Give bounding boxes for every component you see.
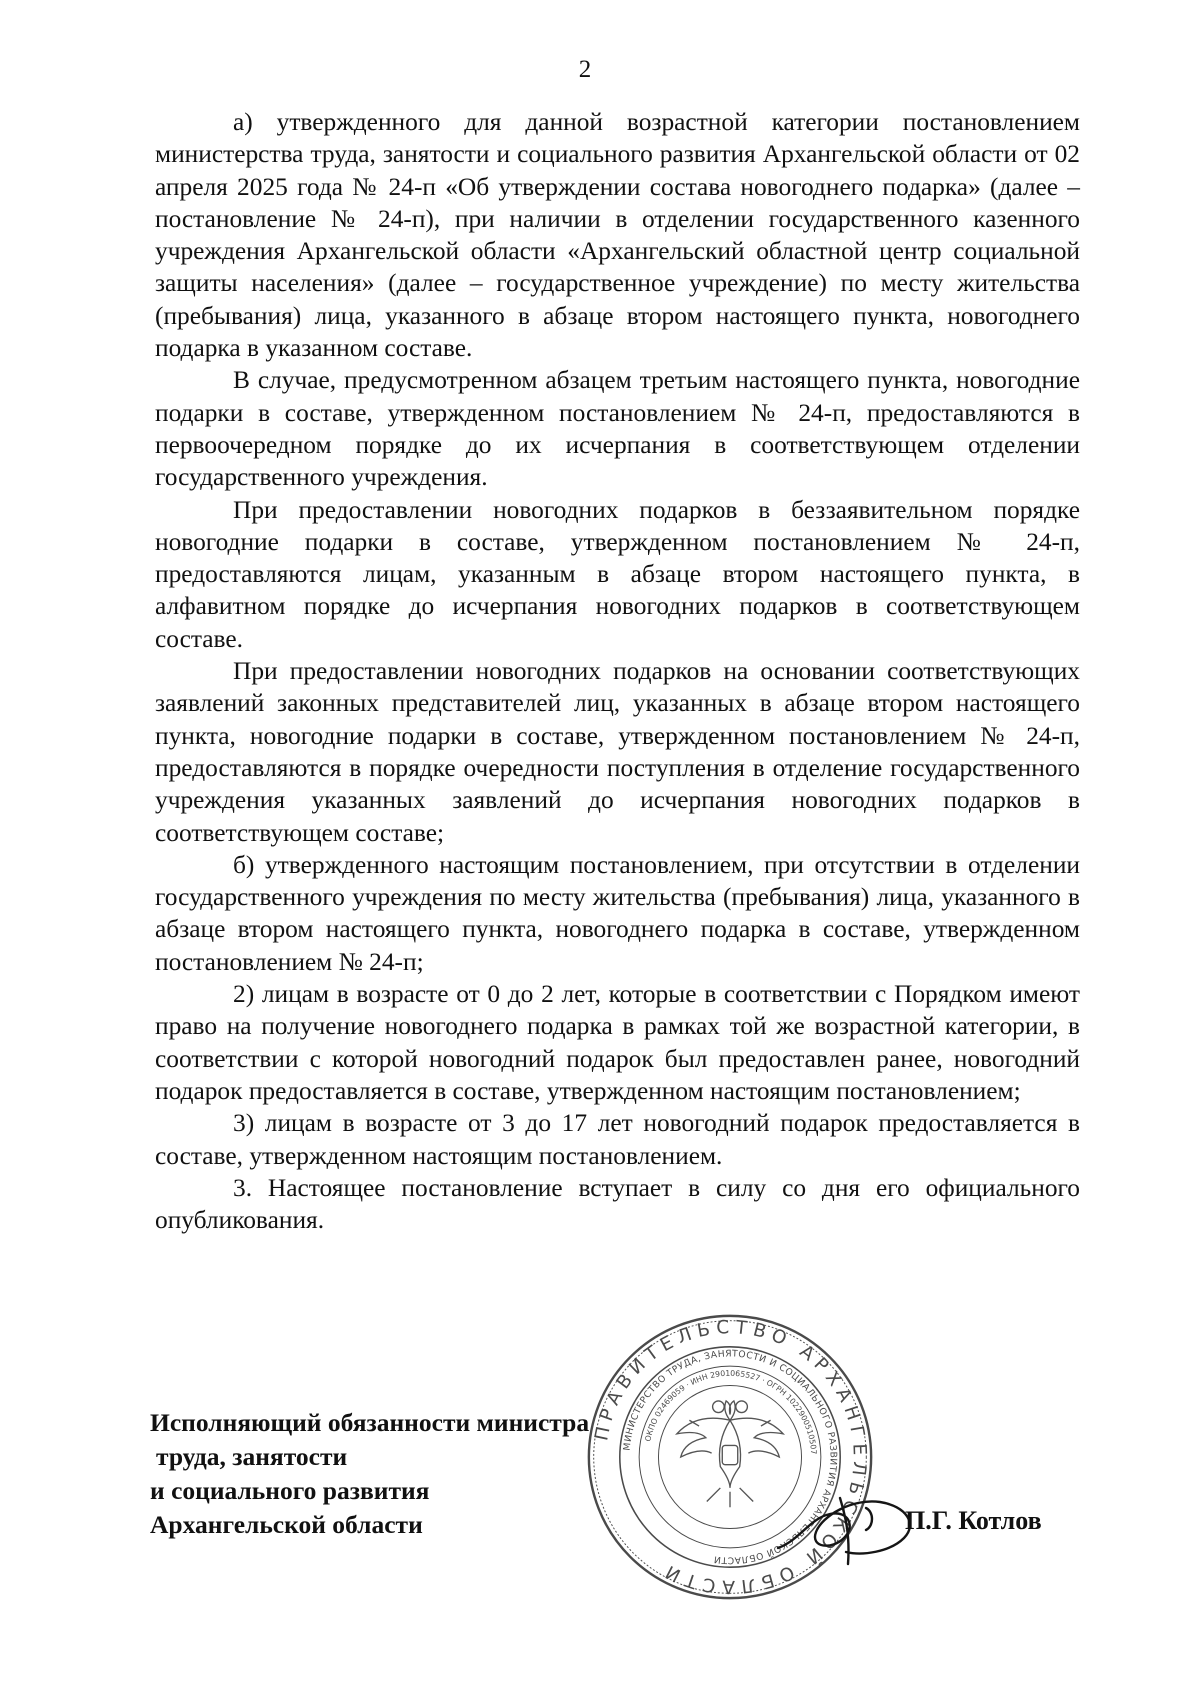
position-line: труда, занятости [156, 1442, 348, 1471]
paragraph: а) утвержденного для данной возрастной категории постановлением министерства труда, занятости и социального развития Архангельской области от 02 апреля 2025 года № 24-п «Об утверждении состава новогоднего подарка» (далее – постановление № 24-п), при наличии в отделении государственного казенного учреждения Архангельской области «Архангельский областной центр социальной защиты населения» (далее – государственное учреждение) по месту жительства (пребывания) лица, указанного в абзаце втором настоящего пункта, новогоднего подарка в указанном составе. [155, 108, 1080, 363]
seal-codes-text: ОКПО 02469059 · ИНН 2901065527 · ОГРН 1022900510507 [643, 1368, 819, 1455]
page-number: 2 [578, 56, 592, 83]
document-body [155, 106, 1080, 1236]
handwritten-signature-icon [770, 1478, 920, 1568]
coat-of-arms-icon [677, 1401, 783, 1507]
seal-inner-text: МИНИСТЕРСТВО ТРУДА, ЗАНЯТОСТИ И СОЦИАЛЬНОГО РАЗВИТИЯ АРХАНГЕЛЬСКОЙ ОБЛАСТИ [621, 1348, 839, 1566]
paragraph: 2) лицам в возрасте от 0 до 2 лет, которые в соответствии с Порядком имеют право на получение новогоднего подарка в рамках той же возрастной категории, в соответствии с которой новогодний подарок был предоставлен ранее, новогодний подарок предоставляется в составе, утвержденном настоящим постановлением; [155, 980, 1080, 1105]
position-line: Исполняющий обязанности министра [150, 1408, 590, 1437]
seal-outer-text: ПРАВИТЕЛЬСТВО АРХАНГЕЛЬСКОЙ ОБЛАСТИ [591, 1317, 870, 1597]
signature-position [150, 1406, 589, 1542]
paragraph: 3) лицам в возрасте от 3 до 17 лет новогодний подарок предоставляется в составе, утвержденном настоящим постановлением. [155, 1109, 1080, 1170]
paragraph: При предоставлении новогодних подарков в беззаявительном порядке новогодние подарки в составе, утвержденном постановлением № 24-п, предоставляются лицам, указанным в абзаце втором настоящего пункта, в алфавитном порядке до исчерпания новогодних подарков в соответствующем составе. [155, 495, 1080, 653]
paragraph: В случае, предусмотренном абзацем третьим настоящего пункта, новогодние подарки в составе, утвержденном постановлением № 24-п, предоставляются в первоочередном порядке до их исчерпания в соответствующем отделении государственного учреждения. [155, 366, 1080, 492]
position-line: и социального развития [150, 1476, 430, 1505]
position-line: Архангельской области [150, 1510, 423, 1539]
paragraph: 3. Настоящее постановление вступает в силу со дня его официального опубликования. [155, 1173, 1080, 1235]
signatory-name: П.Г. Котлов [905, 1506, 1042, 1535]
paragraph: При предоставлении новогодних подарков на основании соответствующих заявлений законных представителей лиц, указанных в абзаце втором настоящего пункта, новогодние подарки в составе, утвержденном постановлением № 24-п, предоставляются в порядке очередности поступления в отделение государственного учреждения указанных заявлений до исчерпания новогодних подарков в соответствующем составе; [155, 657, 1080, 847]
paragraph: б) утвержденного настоящим постановлением, при отсутствии в отделении государственного учреждения по месту жительства (пребывания) лица, указанного в абзаце втором настоящего пункта, новогоднего подарка в составе, утвержденном постановлением № 24-п; [155, 850, 1080, 976]
